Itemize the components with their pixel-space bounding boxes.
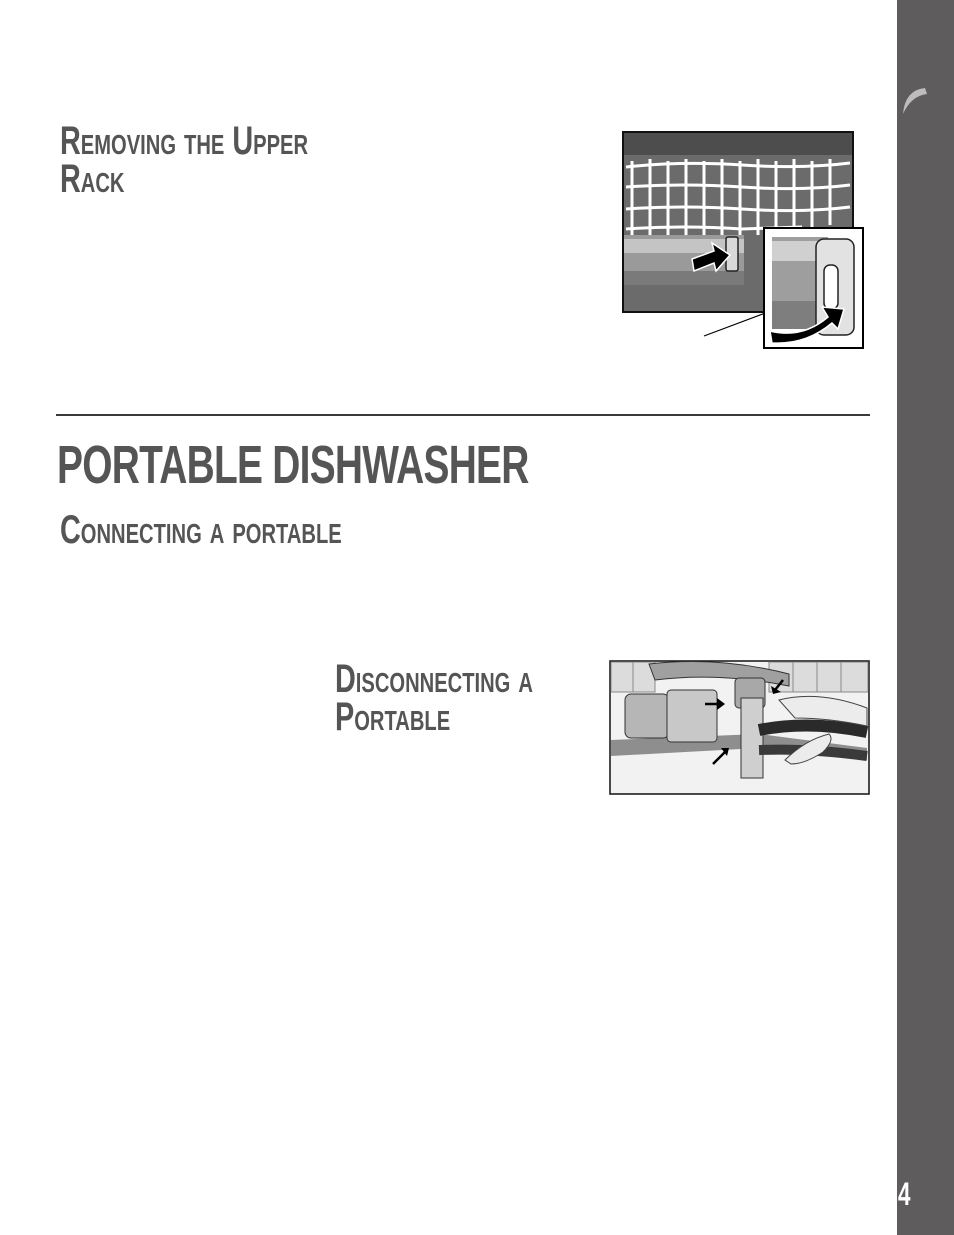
heading-line-1: Disconnecting a (335, 657, 533, 701)
heading-line-1: Removing the Upper (60, 119, 309, 163)
swoosh-icon (899, 86, 929, 120)
heading-line-2: Portable (335, 695, 451, 739)
page-title: PORTABLE DISHWASHER (57, 435, 529, 495)
heading-line-2: Rack (60, 157, 125, 201)
section-heading-connecting: Connecting a portable (60, 508, 342, 552)
section-heading-removing-upper-rack (60, 119, 309, 201)
page-number: 4 (898, 1176, 911, 1212)
section-divider (56, 414, 870, 416)
disconnect-faucet-illustration (609, 660, 871, 796)
upper-rack-illustration (622, 131, 866, 351)
sidebar-tab (897, 0, 954, 1235)
section-heading-disconnecting (335, 657, 533, 739)
sidebar-section-label: PORTABLE DISHWASHER (866, 92, 891, 263)
